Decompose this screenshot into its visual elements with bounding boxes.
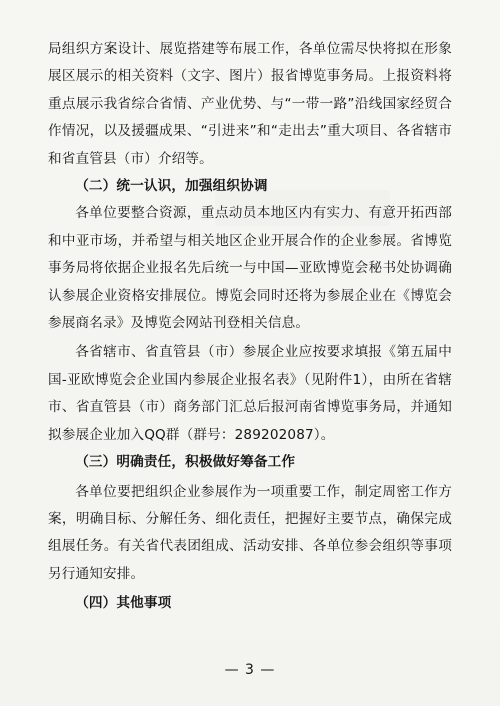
paragraph-4: 各单位要把组织企业参展作为一项重要工作，制定周密工作方案，明确目标、分解任务、细化责任，把握好主要节点，确保完成组展任务。有关省代表团组成、活动安排、各单位参会组织等事项另行通知安排。 [48,483,452,582]
paragraph-3: 各省辖市、省直管县（市）参展企业应按要求填报《第五届中国-亚欧博览会企业国内参展企业报名表》（见附件1），由所在省辖市、省直管县（市）商务部门汇总后报河南省博览事务局，并通知拟参展企业加入QQ群（群号：289202087）。 [48,344,452,443]
section-heading-3: （三）明确责任，积极做好筹备工作 [75,454,296,471]
page-number: — 3 — [224,662,276,678]
section-heading-4: （四）其他事项 [75,595,172,612]
section-heading-2: （二）统一认识，加强组织协调 [75,178,268,195]
paragraph-2: 各单位要整合资源，重点动员本地区内有实力、有意开拓西部和中亚市场，并希望与相关地区企业开展合作的企业参展。省博览事务局将依据企业报名先后统一与中国—亚欧博览会秘书处协调确认参展企业资格安排展位。博览会同时还将为参展企业在《博览会参展商名录》及博览会网站刊登相关信息。 [48,205,452,332]
paragraph-1: 局组织方案设计、展览搭建等布展工作，各单位需尽快将拟在形象展区展示的相关资料（文字、图片）报省博览事务局。上报资料将重点展示我省综合省情、产业优势、与“一带一路”沿线国家经贸合作情况，以及援疆成果、“引进来”和“走出去”重大项目、各省辖市和省直管县（市）介绍等。 [48,41,452,167]
